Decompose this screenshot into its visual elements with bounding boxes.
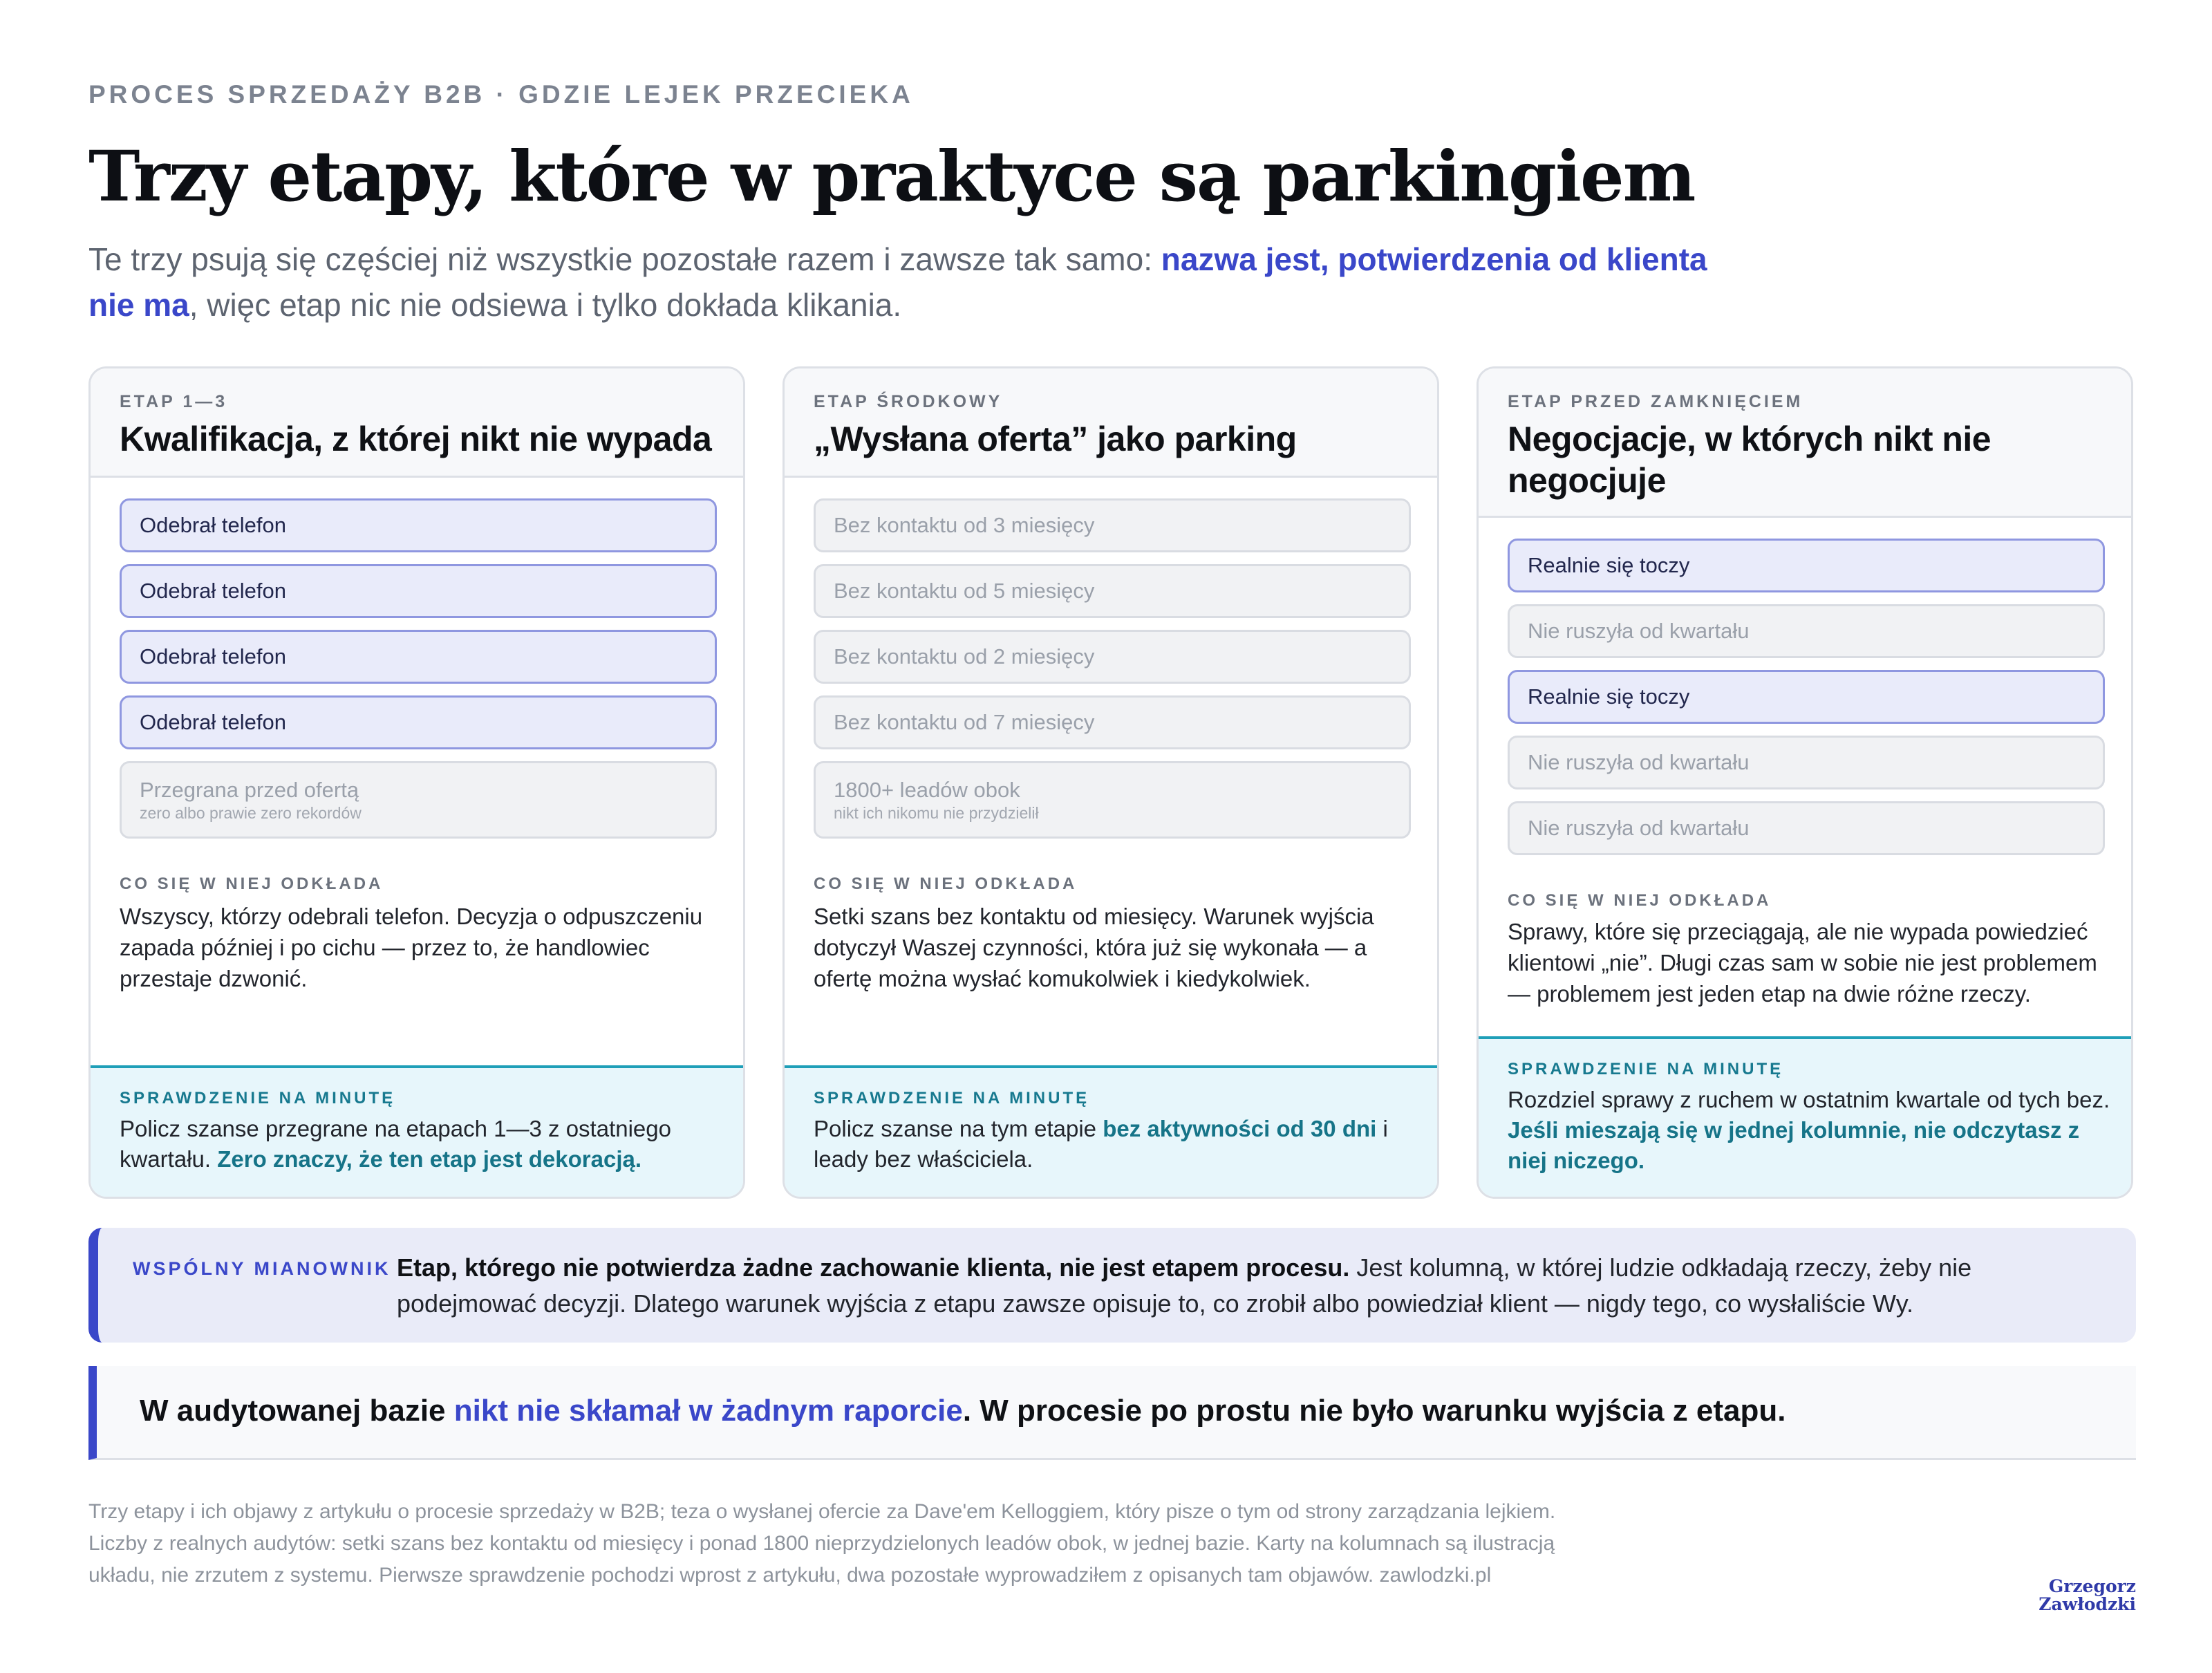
card-header xyxy=(785,368,1437,478)
conclusion-text xyxy=(140,1394,1786,1428)
stage-card-qualification xyxy=(88,366,745,1199)
kanban-chip xyxy=(120,695,717,749)
card-eyebrow: ETAP 1—3 xyxy=(120,392,228,411)
kanban-chip xyxy=(1508,801,2105,855)
chip-label: 1800+ leadów obok xyxy=(834,778,1020,802)
chip-label: Nie ruszyła od kwartału xyxy=(1528,816,1750,840)
chip-label: Bez kontaktu od 3 miesięcy xyxy=(834,513,1095,537)
body-label: CO SIĘ W NIEJ ODKŁADA xyxy=(120,875,384,893)
chip-label: Nie ruszyła od kwartału xyxy=(1528,619,1750,643)
common-bold: Etap, którego nie potwierdza żadne zachowanie klienta, nie jest etapem procesu. xyxy=(397,1253,1350,1282)
subtitle-highlight: nazwa jest, potwierdzenia od klienta nie ma xyxy=(88,241,1707,323)
check-post: i leady bez właściciela. xyxy=(814,1116,1388,1172)
minute-check xyxy=(1479,1036,2131,1197)
check-label: SPRAWDZENIE NA MINUTĘ xyxy=(1508,1060,1784,1078)
kanban-chip xyxy=(1508,539,2105,592)
chip-label: Odebrał telefon xyxy=(140,513,286,537)
card-title: Negocjacje, w których nikt nie negocjuje xyxy=(1508,420,1991,500)
card-header xyxy=(91,368,743,478)
check-text xyxy=(1508,1085,2116,1176)
chip-label: Przegrana przed ofertą xyxy=(140,778,359,802)
kanban-chip xyxy=(120,564,717,618)
chip-label: Realnie się toczy xyxy=(1528,553,1690,577)
kanban-chip xyxy=(1508,604,2105,658)
chip-label: Realnie się toczy xyxy=(1528,684,1690,709)
chip-sublabel: zero albo prawie zero rekordów xyxy=(140,804,362,822)
conclusion-box xyxy=(88,1366,2136,1460)
card-body: Wszyscy, którzy odebrali telefon. Decyzja o odpuszczeniu zapada później i po cichu — przez to, że handlowiec przestaje dzwonić. xyxy=(120,904,703,991)
check-text xyxy=(814,1114,1422,1175)
kanban-chip xyxy=(814,564,1411,618)
kanban-chip xyxy=(814,498,1411,552)
footnote: Trzy etapy i ich objawy z artykułu o procesie sprzedaży w B2B; teza o wysłanej ofercie za Dave'em Kelloggiem, który pisze o tym od strony zarządzania lejkiem. Liczby z realnych audytów: setki szans bez kontaktu od miesięcy i ponad 1800 nieprzydzielonych leadów obok, w jednej bazie. Karty na kolumnach są ilustracją układu, nie zrzutem z systemu. Pierwsze sprawdzenie pochodzi wprost z artykułu, dwa pozostałe wyprowadziłem z opisanych tam objawów. zawlodzki.pl xyxy=(88,1500,1556,1587)
chip-label: Bez kontaktu od 5 miesięcy xyxy=(834,579,1095,603)
page-title: Trzy etapy, które w praktyce są parkingiem xyxy=(88,135,1695,217)
chip-label: Odebrał telefon xyxy=(140,644,286,669)
subtitle-post: , więc etap nic nie odsiewa i tylko dokłada klikania. xyxy=(189,287,902,323)
stage-card-offer-sent xyxy=(782,366,1439,1199)
chip-sublabel: nikt ich nikomu nie przydzielił xyxy=(834,804,1039,822)
conclusion-pre: W audytowanej bazie xyxy=(140,1394,454,1428)
logo-line-2: Zawłodzki xyxy=(2038,1594,2136,1614)
card-eyebrow: ETAP PRZED ZAMKNIĘCIEM xyxy=(1508,392,1803,411)
body-label: CO SIĘ W NIEJ ODKŁADA xyxy=(1508,891,1772,910)
card-body: Setki szans bez kontaktu od miesięcy. Warunek wyjścia dotyczył Waszej czynności, która już się wykonała — a ofertę można wysłać komukolwiek i kiedykolwiek. xyxy=(814,904,1374,991)
conclusion-highlight: nikt nie skłamał w żadnym raporcie xyxy=(453,1394,963,1428)
check-highlight: Jeśli mieszają się w jednej kolumnie, nie odczytasz z niej niczego. xyxy=(1508,1117,2080,1173)
check-label: SPRAWDZENIE NA MINUTĘ xyxy=(120,1089,396,1107)
kanban-chip xyxy=(120,630,717,684)
page-eyebrow: PROCES SPRZEDAŻY B2B · GDZIE LEJEK PRZECIEKA xyxy=(88,80,914,109)
chip-label: Bez kontaktu od 2 miesięcy xyxy=(834,644,1095,669)
subtitle-pre: Te trzy psują się częściej niż wszystkie pozostałe razem i zawsze tak samo: xyxy=(88,241,1161,277)
chip-label: Nie ruszyła od kwartału xyxy=(1528,750,1750,774)
minute-check xyxy=(785,1065,1437,1197)
kanban-chip xyxy=(814,630,1411,684)
kanban-chip xyxy=(814,695,1411,749)
kanban-chip xyxy=(814,761,1411,839)
chip-label: Bez kontaktu od 7 miesięcy xyxy=(834,710,1095,734)
card-title: „Wysłana oferta” jako parking xyxy=(814,420,1297,458)
check-highlight: bez aktywności od 30 dni xyxy=(1103,1116,1377,1141)
common-denominator-box xyxy=(88,1228,2136,1343)
kanban-chip xyxy=(1508,670,2105,724)
common-text xyxy=(397,1250,2111,1322)
logo-line-1: Grzegorz xyxy=(2048,1576,2136,1596)
chip-label: Odebrał telefon xyxy=(140,579,286,603)
check-pre: Policz szanse przegrane na etapach 1—3 z ostatniego kwartału. xyxy=(120,1116,671,1172)
check-pre: Policz szanse na tym etapie xyxy=(814,1116,1103,1141)
minute-check xyxy=(91,1065,743,1197)
check-pre: Rozdziel sprawy z ruchem w ostatnim kwartale od tych bez. xyxy=(1508,1087,2110,1112)
check-text xyxy=(120,1114,728,1175)
common-label: WSPÓLNY MIANOWNIK xyxy=(133,1258,391,1279)
stage-card-negotiation xyxy=(1477,366,2133,1199)
check-highlight: Zero znaczy, że ten etap jest dekoracją. xyxy=(217,1146,642,1172)
card-title: Kwalifikacja, z której nikt nie wypada xyxy=(120,420,712,458)
page-subtitle xyxy=(88,236,1761,328)
body-label: CO SIĘ W NIEJ ODKŁADA xyxy=(814,875,1078,893)
kanban-chip xyxy=(120,761,717,839)
card-header xyxy=(1479,368,2131,518)
author-logo xyxy=(2018,1578,2136,1614)
card-body: Sprawy, które się przeciągają, ale nie wypada powiedzieć klientowi „nie”. Długi czas sam w sobie nie jest problemem — problemem jest jeden etap na dwie różne rzeczy. xyxy=(1508,919,2097,1007)
conclusion-post: . W procesie po prostu nie było warunku wyjścia z etapu. xyxy=(962,1394,1786,1428)
chip-label: Odebrał telefon xyxy=(140,710,286,734)
check-label: SPRAWDZENIE NA MINUTĘ xyxy=(814,1089,1090,1107)
kanban-chip xyxy=(1508,736,2105,789)
common-rest: Jest kolumną, w której ludzie odkładają rzeczy, żeby nie podejmować decyzji. Dlatego warunek wyjścia z etapu zawsze opisuje to, co zrobił albo powiedział klient — nigdy tego, co wysłaliście Wy. xyxy=(397,1253,1972,1318)
card-eyebrow: ETAP ŚRODKOWY xyxy=(814,392,1003,411)
kanban-chip xyxy=(120,498,717,552)
